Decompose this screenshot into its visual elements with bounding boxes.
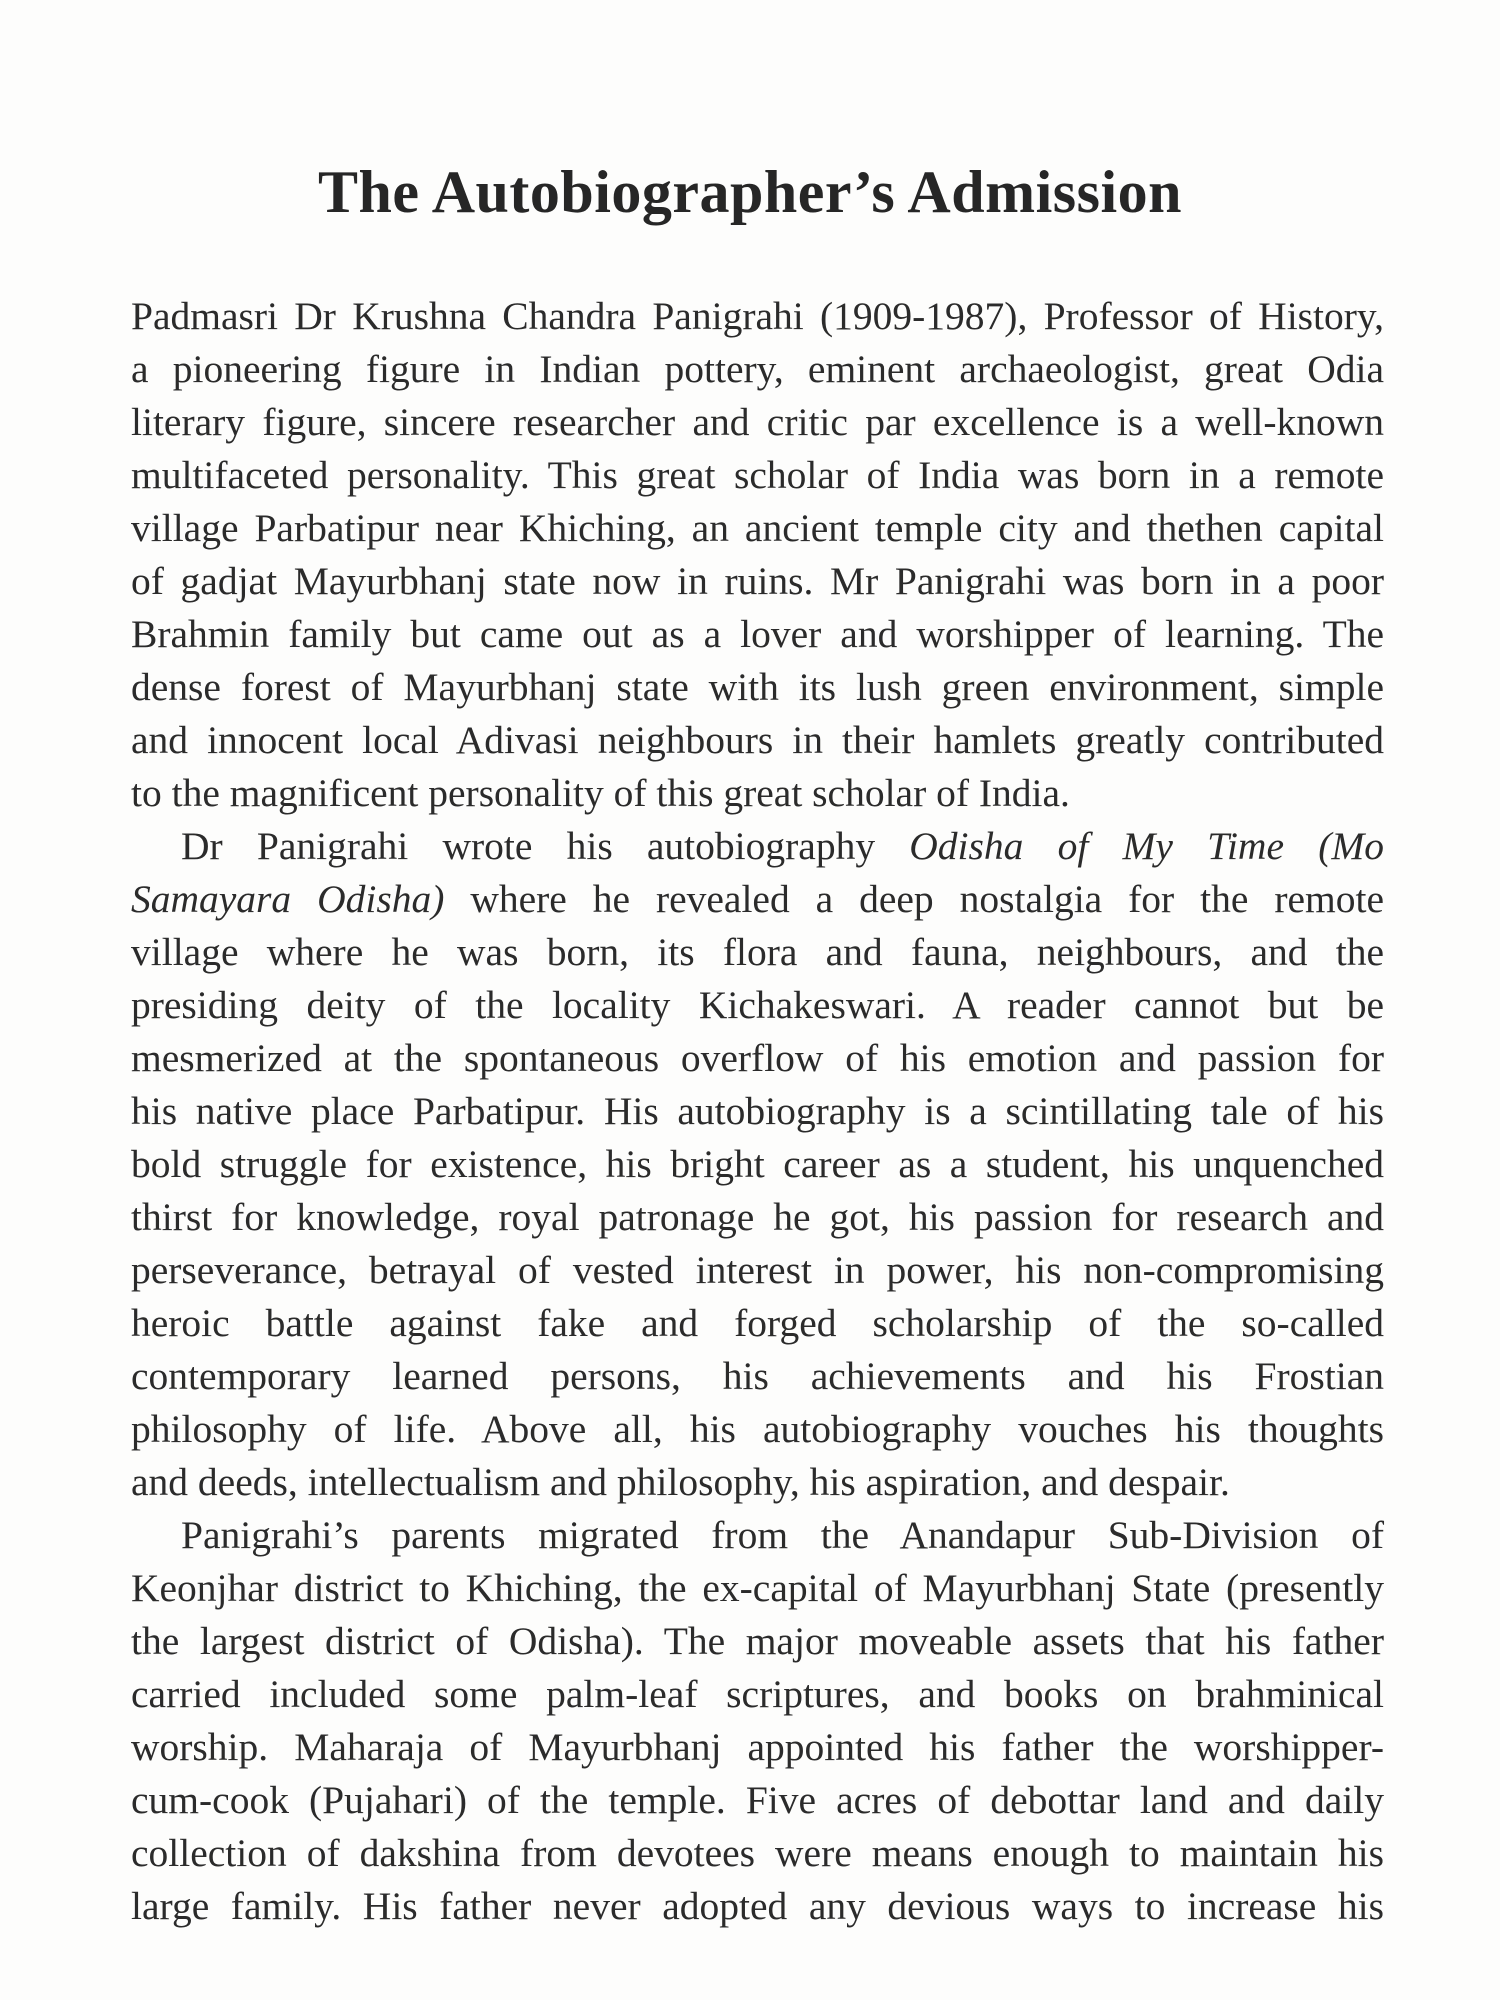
text-line: cum-cook (Pujahari) of the temple. Five acres of debottar land and daily — [131, 1778, 1384, 1822]
text-line: and deeds, intellectualism and philosophy, his aspiration, and despair. — [131, 1460, 1230, 1504]
text-line: philosophy of life. Above all, his autobiography vouches his thoughts — [131, 1407, 1384, 1451]
text-line: and innocent local Adivasi neighbours in their hamlets greatly contributed — [131, 718, 1384, 762]
page-title: The Autobiographer’s Admission — [317, 159, 1183, 225]
text-line: presiding deity of the locality Kichakeswari. A reader cannot but be — [131, 983, 1384, 1027]
book-title-italic: Samayara Odisha) — [131, 877, 445, 921]
text-line: Keonjhar district to Khiching, the ex-capital of Mayurbhanj State (presently — [131, 1566, 1384, 1610]
text-line: carried included some palm-leaf scriptures, and books on brahminical — [131, 1672, 1384, 1716]
text-line: multifaceted personality. This great scholar of India was born in a remote — [131, 453, 1384, 497]
text-line: mesmerized at the spontaneous overflow of his emotion and passion for — [131, 1036, 1384, 1080]
paragraph-2 — [131, 820, 1384, 1509]
text-line: to the magnificent personality of this great scholar of India. — [131, 771, 1070, 815]
book-title-italic: Odisha of My Time (Mo — [909, 824, 1384, 868]
text-line: of gadjat Mayurbhanj state now in ruins. Mr Panigrahi was born in a poor — [131, 559, 1384, 603]
text-line: collection of dakshina from devotees were means enough to maintain his — [131, 1831, 1384, 1875]
paragraph-1 — [131, 290, 1384, 820]
text-segment: Dr Panigrahi wrote his autobiography — [181, 824, 910, 868]
paragraph-3 — [131, 1509, 1384, 1933]
text-line: dense forest of Mayurbhanj state with its lush green environment, simple — [131, 665, 1384, 709]
text-line: the largest district of Odisha). The major moveable assets that his father — [131, 1619, 1384, 1663]
text-line: Brahmin family but came out as a lover and worshipper of learning. The — [131, 612, 1384, 656]
text-line: thirst for knowledge, royal patronage he got, his passion for research and — [131, 1195, 1384, 1239]
text-line: contemporary learned persons, his achievements and his Frostian — [131, 1354, 1384, 1398]
text-line: village where he was born, its flora and fauna, neighbours, and the — [131, 930, 1384, 974]
text-line: worship. Maharaja of Mayurbhanj appointed his father the worshipper- — [131, 1725, 1384, 1769]
text-line: Padmasri Dr Krushna Chandra Panigrahi (1909-1987), Professor of History, — [131, 294, 1384, 338]
text-line: Panigrahi’s parents migrated from the Anandapur Sub-Division of — [181, 1513, 1384, 1557]
text-line: large family. His father never adopted any devious ways to increase his — [131, 1884, 1384, 1928]
text-segment: where he revealed a deep nostalgia for the remote — [444, 877, 1384, 921]
text-line: heroic battle against fake and forged scholarship of the so-called — [131, 1301, 1384, 1345]
text-line: literary figure, sincere researcher and critic par excellence is a well-known — [131, 400, 1384, 444]
text-line: a pioneering figure in Indian pottery, eminent archaeologist, great Odia — [131, 347, 1384, 391]
body-text — [131, 290, 1384, 1933]
text-line — [131, 820, 1384, 873]
text-line — [131, 873, 1384, 926]
text-line: perseverance, betrayal of vested interest in power, his non-compromising — [131, 1248, 1384, 1292]
text-line: village Parbatipur near Khiching, an ancient temple city and thethen capital — [131, 506, 1384, 550]
text-line: bold struggle for existence, his bright career as a student, his unquenched — [131, 1142, 1384, 1186]
text-line: his native place Parbatipur. His autobiography is a scintillating tale of his — [131, 1089, 1384, 1133]
